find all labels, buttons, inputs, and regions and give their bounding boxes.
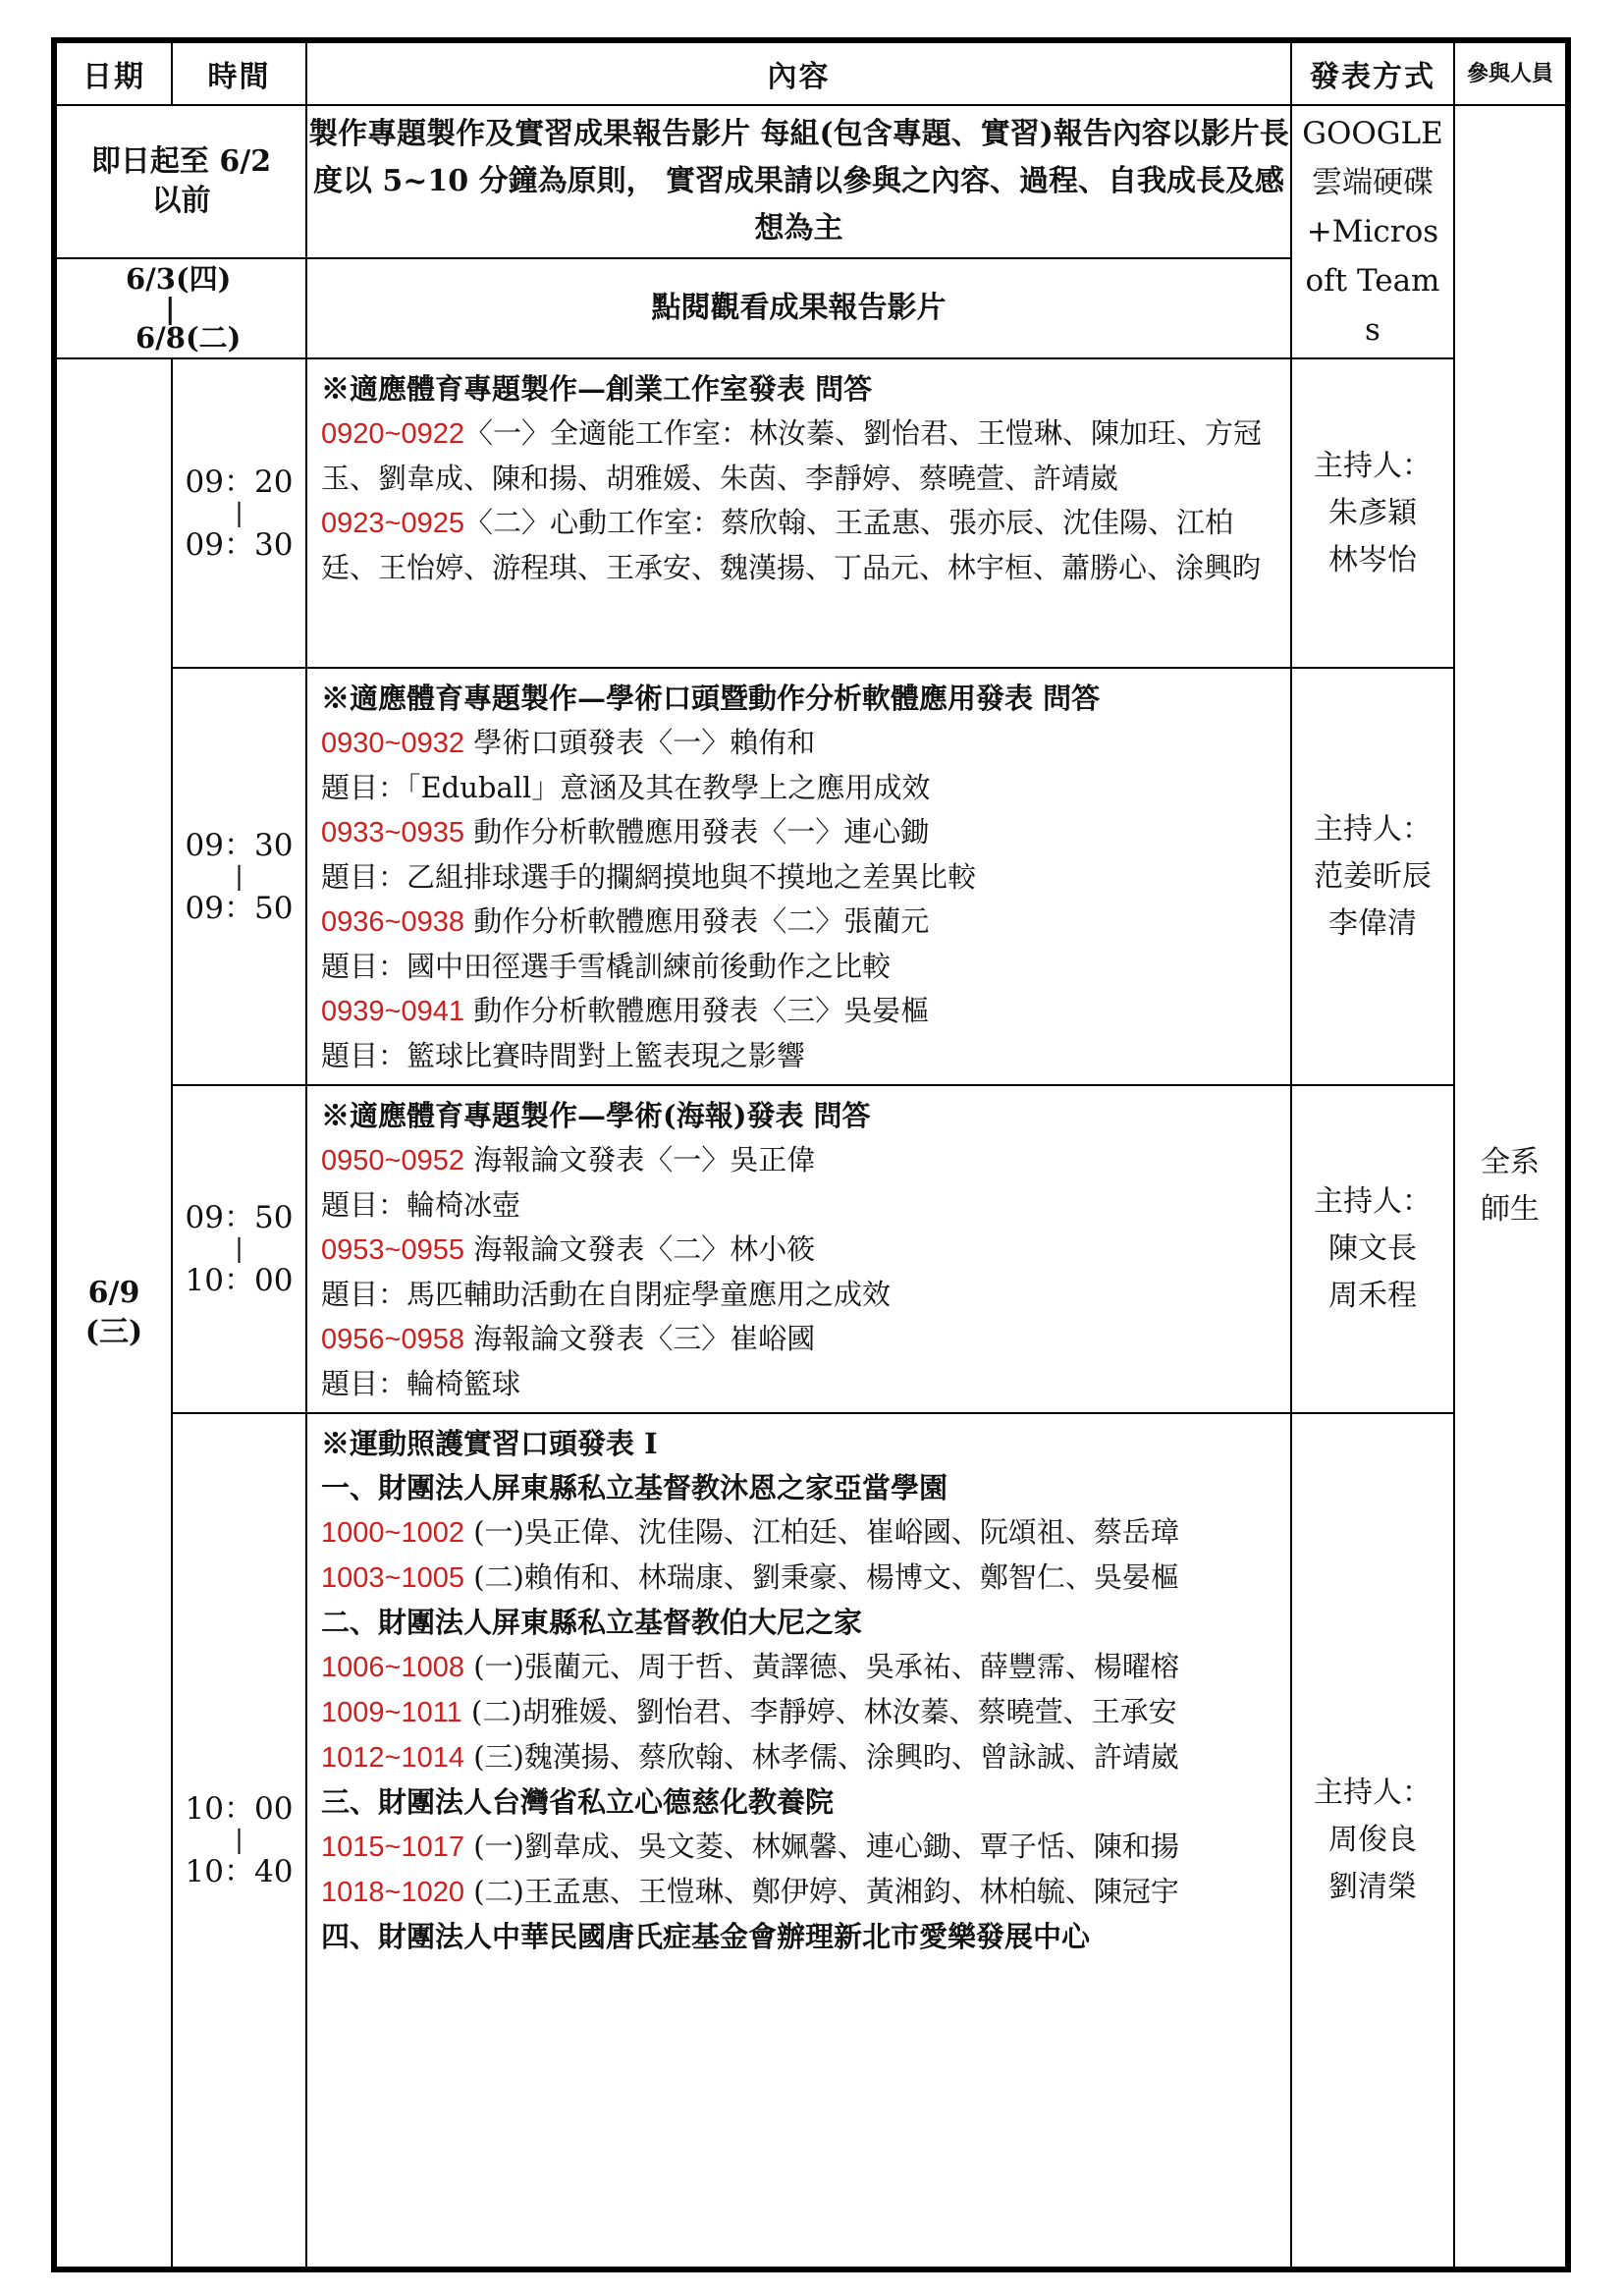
item-text: 動作分析軟體應用發表〈三〉吳晏樞 [473,994,930,1027]
list-item [321,721,1278,766]
video-row [56,105,1566,258]
item-text: 〈一〉全適能工作室：林汝蓁、劉怡君、王愷琳、陳加玨、方冠玉、劉韋成、陳和揚、胡雅媛、朱茵、李靜婷、蔡曉萱、許靖崴 [321,416,1262,495]
host-cell-4 [1291,1413,1454,2268]
host-name: 劉清榮 [1328,1870,1417,1904]
session-row-1 [56,358,1566,668]
item-text: (一)劉韋成、吳文菱、林姵馨、連心鋤、覃子恬、陳和揚 [473,1830,1179,1863]
list-item [321,1825,1278,1870]
list-item [321,1645,1278,1690]
session-row-2 [56,668,1566,1085]
host-cell-3 [1291,1085,1454,1413]
host-label: 主持人： [1314,1776,1432,1810]
item-code: 1018~1020 [321,1877,464,1908]
item-text: 動作分析軟體應用發表〈一〉連心鋤 [473,815,930,848]
item-code: 1015~1017 [321,1831,464,1863]
item-topic: 題目：馬匹輔助活動在自閉症學童應用之成效 [321,1278,892,1311]
time-end-3: 10：00 [185,1263,294,1298]
video-date: 即日起至 6/2 以前 [56,105,306,258]
video-line-3: 實習成果請以參與之內容、過程、自我成長及感想為主 [666,164,1285,246]
host-label: 主持人： [1314,1184,1432,1219]
item-text: (二)王孟惠、王愷琳、鄭伊婷、黃湘鈞、林柏毓、陳冠宇 [473,1875,1179,1908]
list-item [321,1870,1278,1915]
item-code: 0930~0932 [321,728,464,759]
item-text: (二)胡雅媛、劉怡君、李靜婷、林汝蓁、蔡曉萱、王承安 [471,1695,1177,1728]
list-item [321,501,1278,590]
block-title-2: ※適應體育專題製作—學術口頭暨動作分析軟體應用發表 問答 [321,682,1101,715]
participants-text: 全系師生 [1481,1145,1540,1227]
item-code: 1003~1005 [321,1562,464,1594]
host-name: 朱彥穎 [1328,495,1417,530]
item-text: (二)賴侑和、林瑞康、劉秉豪、楊博文、鄭智仁、吳晏樞 [473,1560,1179,1594]
time-cell-4: 10：00 | 10：40 [172,1413,306,2268]
item-code: 0920~0922 [321,418,464,450]
method-cell: GOOGLE 雲端硬碟 +Microsoft Teams [1291,105,1454,358]
time-start-4: 10：00 [185,1791,294,1827]
host-name: 陳文長 [1328,1231,1417,1266]
header-participants: 參與人員 [1454,42,1566,105]
content-cell-4 [306,1413,1291,2268]
item-topic: 題目：國中田徑選手雪橇訓練前後動作之比較 [321,950,892,983]
list-item [321,989,1278,1034]
item-code: 1012~1014 [321,1742,464,1774]
block-title-3: ※適應體育專題製作—學術(海報)發表 問答 [321,1099,871,1132]
list-item [321,1690,1278,1735]
time-end-1: 09：30 [185,526,294,563]
item-topic: 題目：籃球比賽時間對上籃表現之影響 [321,1039,806,1072]
block-title-1: ※適應體育專題製作—創業工作室發表 問答 [321,372,873,406]
item-code: 1000~1002 [321,1517,464,1549]
item-text: 海報論文發表〈三〉崔峪國 [473,1322,816,1355]
video-line-1: 製作專題製作及實習成果報告影片 [308,117,751,151]
host-name: 林岑怡 [1328,542,1417,577]
group-heading: 三、財團法人台灣省私立心德慈化教養院 [321,1785,835,1819]
block-title-4: ※運動照護實習口頭發表 I [321,1427,658,1460]
participants-cell [1454,105,1566,2268]
item-text: 〈二〉心動工作室：蔡欣翰、王孟惠、張亦辰、沈佳陽、江柏廷、王怡婷、游程琪、王承安、魏漢揚、丁品元、林宇桓、蕭勝心、涂興昀 [321,506,1262,584]
header-content: 內容 [306,42,1291,105]
time-cell-2: 09：30 | 09：50 [172,668,306,1085]
day-date: 6/9 [87,1276,140,1310]
view-date-sep: | [165,292,176,325]
time-start-3: 09：50 [185,1200,294,1235]
schedule-table [55,41,1567,2269]
item-code: 0953~0955 [321,1234,464,1266]
item-code: 0933~0935 [321,817,464,848]
item-code: 1009~1011 [321,1697,462,1728]
day-date-cell [56,358,172,2268]
view-date [56,258,306,358]
item-text: 學術口頭發表〈一〉賴侑和 [473,726,816,759]
content-cell-2 [306,668,1291,1085]
header-row [56,42,1566,105]
video-content [306,105,1291,258]
session-row-4 [56,1413,1566,2268]
item-code: 1006~1008 [321,1652,464,1683]
host-name: 周俊良 [1328,1823,1417,1857]
list-item [321,1556,1278,1601]
host-label: 主持人： [1314,811,1432,847]
time-cell-3: 09：50 | 10：00 [172,1085,306,1413]
item-topic: 題目：輪椅籃球 [321,1367,521,1400]
list-item [321,1510,1278,1556]
item-topic: 題目：乙組排球選手的攔網摸地與不摸地之差異比較 [321,860,977,894]
item-text: 海報論文發表〈二〉林小筱 [473,1232,816,1266]
video-line-2: 每組(包含專題、實習)報告內容以影片長度以 5~10 分鐘為原則， [312,117,1289,198]
list-item [321,900,1278,945]
host-cell-2 [1291,668,1454,1085]
group-heading: 一、財團法人屏東縣私立基督教沐恩之家亞當學園 [321,1471,948,1504]
header-time: 時間 [172,42,306,105]
day-weekday: (三) [84,1315,143,1349]
host-cell-1 [1291,358,1454,668]
item-topic: 題目：輪椅冰壺 [321,1188,521,1222]
item-code: 0936~0938 [321,906,464,938]
item-code: 0956~0958 [321,1324,464,1355]
group-heading: 二、財團法人屏東縣私立基督教伯大尼之家 [321,1606,863,1639]
item-text: (三)魏漢揚、蔡欣翰、林孝儒、涂興昀、曾詠誠、許靖崴 [473,1740,1179,1774]
item-code: 0950~0952 [321,1145,464,1176]
host-label: 主持人： [1314,448,1432,483]
list-item [321,810,1278,855]
host-name: 周禾程 [1328,1279,1417,1313]
header-method: 發表方式 [1291,42,1454,105]
view-date-end: 6/8(二) [135,321,242,355]
time-end-2: 09：50 [185,890,294,926]
view-content: 點閱觀看成果報告影片 [306,258,1291,358]
header-date: 日期 [56,42,172,105]
list-item [321,1138,1278,1183]
host-name: 范姜昕辰 [1314,858,1432,894]
item-code: 0923~0925 [321,508,464,539]
content-cell-3 [306,1085,1291,1413]
session-row-3 [56,1085,1566,1413]
time-start-1: 09：20 [185,464,294,500]
list-item [321,1735,1278,1780]
item-text: (一)張藺元、周于哲、黃譯德、吳承祐、薛豐霈、楊曜榕 [473,1650,1179,1683]
view-date-start: 6/3(四) [126,262,232,296]
list-item [321,1228,1278,1273]
time-cell-1: 09：20 | 09：30 [172,358,306,668]
group-heading: 四、財團法人中華民國唐氏症基金會辦理新北市愛樂發展中心 [321,1920,1091,1953]
item-text: 海報論文發表〈一〉吳正偉 [473,1143,816,1176]
item-text: (一)吳正偉、沈佳陽、江柏廷、崔峪國、阮頌祖、蔡岳璋 [473,1515,1179,1549]
list-item [321,411,1278,501]
list-item [321,1317,1278,1362]
time-end-4: 10：40 [185,1854,294,1889]
item-code: 0939~0941 [321,996,464,1027]
item-topic: 題目：「Eduball」意涵及其在教學上之應用成效 [321,771,931,804]
item-text: 動作分析軟體應用發表〈二〉張藺元 [473,904,930,938]
time-start-2: 09：30 [185,827,294,863]
content-cell-1 [306,358,1291,668]
host-name: 李偉清 [1328,905,1417,941]
